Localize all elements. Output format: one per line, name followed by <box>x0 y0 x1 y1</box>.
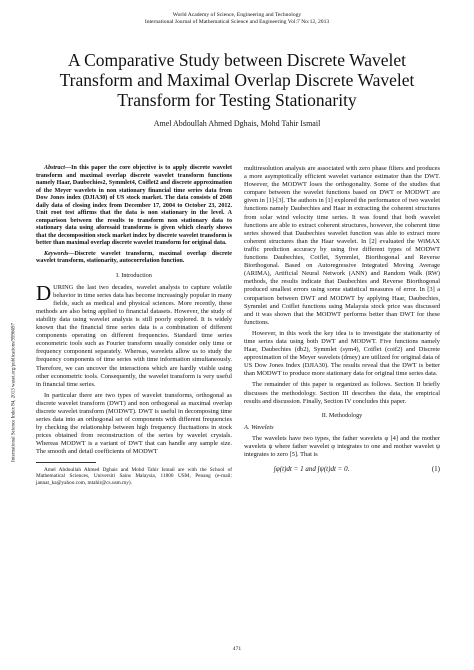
right-paragraph-4: The wavelets have two types, the father wavelets φ [4] and the mother wavelets ψ where father wavelet φ integrates to one and mother wavelet ψ integrates to zero [5]. That is <box>244 434 440 459</box>
right-paragraph-3: The remainder of this paper is organized as follows. Section II briefly discusses the methodology. Section III describes the data, the empirical results and discussion. Finally, Section IV concludes this paper. <box>244 381 440 405</box>
intro-paragraph-2: In particular there are two types of wavelet transforms, orthogonal as discrete wavelet transform (DWT) and non orthogonal as maximal overlap discrete wavelet transform (MODWT). DWT is useful in decomposing time series data into an orthogonal set of components with different frequencies by checking the relationship between high frequency fluctuations in stock prices obtained from reconstruction of the series by wavelet crystals. Whereas MODWT is a variant of DWT that can handle any sample size. The smooth and detail coefficients of MODWT <box>36 391 232 456</box>
abstract-text: —In this paper the core objective is to apply discrete wavelet transform and maximal overlap discrete wavelet transform functions namely Haar, Daubechies2, Symmlet4, Coiflet2 and discrete approximation of the Meyer wavelets in non stationary financial time series data from Dow Jones index (DJIA30) of US stock market. The data consists of 2048 daily data of closing index from December 17, 2004 to October 23, 2012. Unit root test affirms that the data is non stationary in the level. A comparison between the results to transform non stationary data to stationary data using aforesaid transforms is given which clearly shows that the decomposition stock market index by discrete wavelet transform is better than maximal overlap discrete wavelet transform for original data. <box>36 165 232 246</box>
right-paragraph-1: multiresolution analysis are associated with zero phase filters and produces a more asymptotically efficient wavelet variance estimator than the DWT. However, the MODWT loses the orthogonality. Some of the studies that compare between the wavelet functions based on DWT or MODWT are given in [1]-[3]. The authors in [1] explored the performance of two wavelet functions namely Daubechies and Haar in extracting the coherent structures from solar wind velocity time series. It was found that both wavelet functions are able to extract coherent structures, however, the coherent time series showed that Daubechies wavelet function was able to extract more coherent structures than the Haar wavelet. In [2] evaluated the WiMAX traffic prediction accuracy by using five different types of MODWT functions Daubechies, Coiflet, Symmlet, Biorthogonal and Reverse Biorthogonal. Based on Autoregressive Integrated Moving Average (ARIMA), Artificial Neural Network (ANN) and Random Walk (RW) methods, the results indicate that Daubechies and Reverse Biorthogonal produced smallest errors using some statistical measures of error. In [3] a comparison between DWT and MODWT by applying Haar, Daubechies, Symmlet and Coiflet functions using Malaysia stock price was discussed and it was shown that the MODWT performs better than DWT for these functions. <box>244 165 440 326</box>
title-line-2: Transform and Maximal Overlap Discrete Wavelet <box>59 70 415 90</box>
section-heading-methodology: II. Methodology <box>321 411 363 419</box>
drop-cap: D <box>36 280 52 305</box>
section-heading-introduction: I. Introduction <box>116 271 152 279</box>
abstract-label: Abstract <box>44 165 65 171</box>
footnote-divider <box>36 462 96 463</box>
keywords <box>36 251 232 266</box>
intro-p1-text: URING the last two decades, wavelet analysis to capture volatile behavior in time series data has become increasingly popular in many fields, such as medical and physical sciences. More recently, these methods are also being applied to financial datasets. However, the study of stability data using wavelet analysis is still poorly explored. It is widely known that the financial time series data is a combination of different components operating on different frequencies. Standard time series econometric tools such as Fourier transform usually consider only time or frequency component separately. Whereas, wavelets allow us to study the frequency components of time series with time information simultaneously. Therefore, we can uncover the interactions which are hardly visible using other econometric tools. Consequently, the wavelet transform is very useful in financial time series. <box>36 283 232 388</box>
keywords-label: Keywords <box>44 250 69 257</box>
equation-number: (1) <box>431 465 440 474</box>
sidebar-text: International Science Index 84, 2013 waset.org/publications/9996697 <box>11 323 17 462</box>
equation-1 <box>244 462 440 476</box>
authors: Amel Abdoullah Ahmed Dghais, Mohd Tahir Ismail <box>153 119 321 128</box>
header-line-2: International Journal of Mathematical Science and Engineering Vol:7 No:12, 2013 <box>144 19 330 25</box>
keywords-text: —Discrete wavelet transform, maximal overlap discrete wavelet transform, stationarity, autocorrelation function. <box>36 250 232 264</box>
intro-paragraph-1 <box>36 280 232 389</box>
abstract <box>36 165 232 248</box>
title-line-3: Transform for Testing Stationarity <box>117 90 357 110</box>
header-line-1: World Academy of Science, Engineering and Technology <box>172 12 302 18</box>
subsection-heading-wavelets: A. Wavelets <box>244 423 274 431</box>
sidebar-citation <box>11 190 22 590</box>
right-paragraph-2: However, in this work the key idea is to investigate the stationarity of time series data using both DWT and MODWT. Five functions namely Haar, Daubechies (db2), Symmlet (sym4), Coiflet (coif2) and Discrete approximation of the Meyer wavelets (dmey) are utilized for original data of US Dow Jones Index (DJIA30). The results reveal that the DWT is better than MODWT to produce more stationary data for original time series data. <box>244 329 440 378</box>
author-footnote: Amel Abdoullah Ahmed Dghais and Mohd Tahir Ismail are with the School of Mathematical Sciences, Universiti Sains Malaysia, 11800 USM, Penang (e-mail: jannat_ka@yahoo.com, mtahir@cs.usm.my). <box>36 466 232 486</box>
title-line-1: A Comparative Study between Discrete Wavelet <box>68 50 406 70</box>
left-column <box>36 165 232 489</box>
equation-body: ∫φ(t)dt = 1 and ∫ψ(t)dt = 0. <box>274 465 350 474</box>
journal-header <box>0 12 474 26</box>
paper-title <box>0 50 474 110</box>
right-column <box>244 165 440 476</box>
page-number: 471 <box>232 646 242 652</box>
